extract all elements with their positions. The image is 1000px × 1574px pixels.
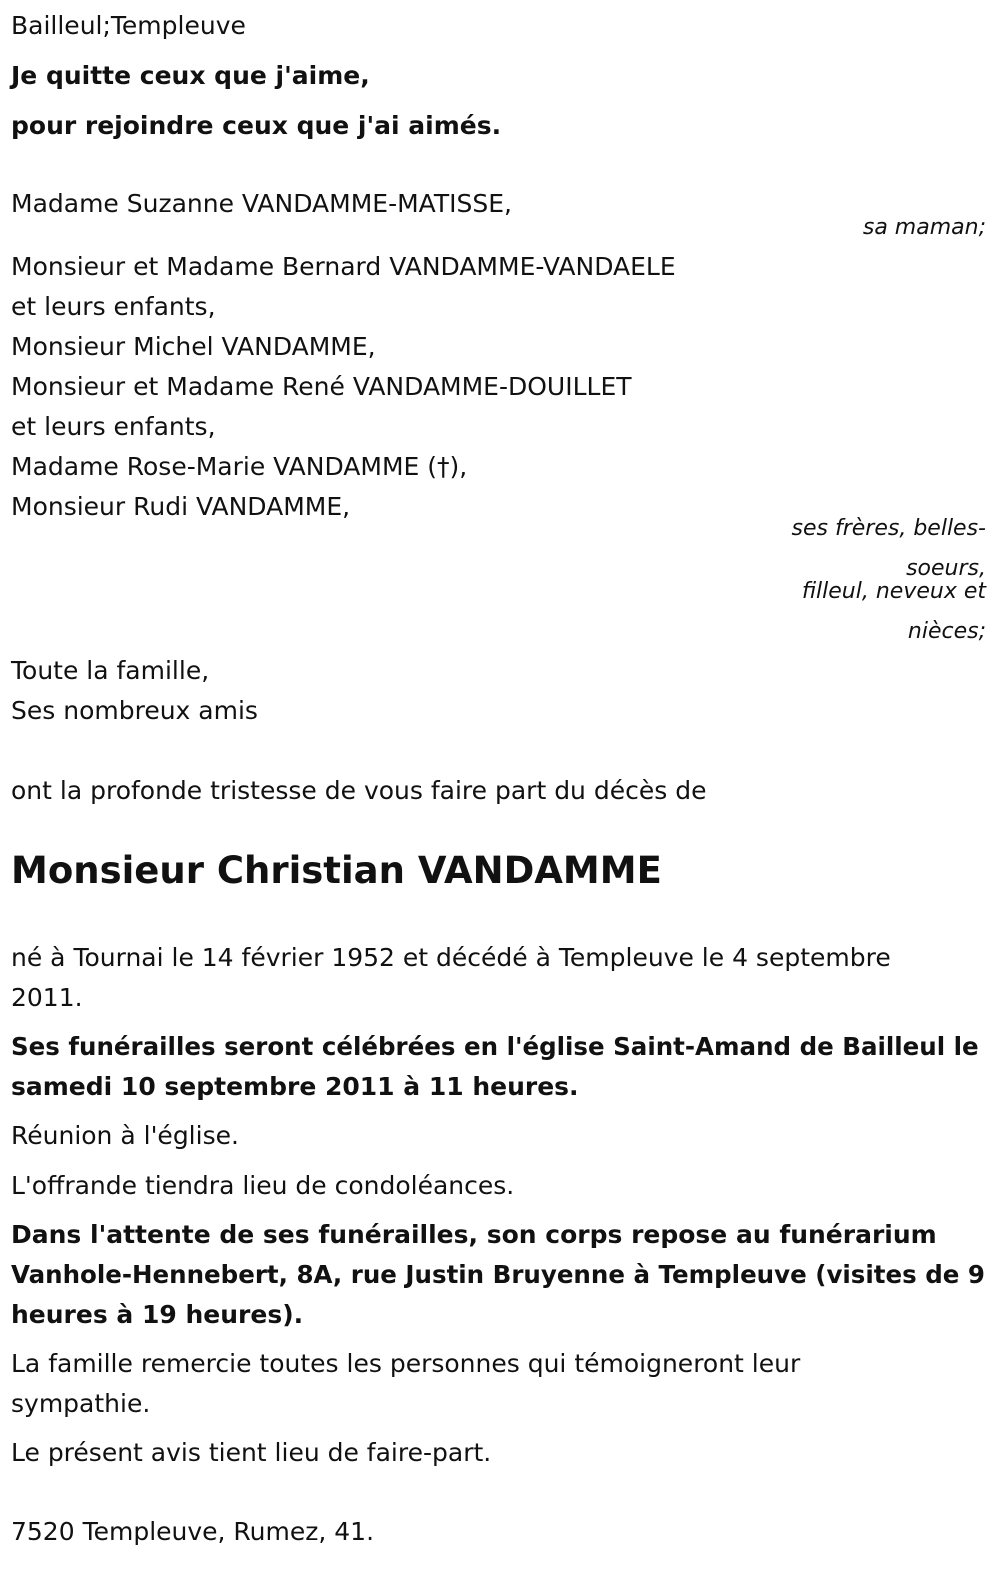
address-line: 7520 Templeuve, Rumez, 41. [11,1517,375,1546]
rest-line-3: heures à 19 heures). [11,1300,304,1329]
others-line: Toute la famille, [11,656,210,685]
members-relation-line: ses frères, belles- [791,516,986,541]
notice-line: Le présent avis tient lieu de faire-part. [11,1438,492,1467]
members-relation-line: filleul, neveux et [801,579,986,604]
deceased-name: Monsieur Christian VANDAMME [11,849,662,892]
birth-death-line-2: 2011. [11,983,83,1012]
ceremony-line-2: samedi 10 septembre 2011 à 11 heures. [11,1072,579,1101]
rest-line-1: Dans l'attente de ses funérailles, son corps repose au funérarium [11,1220,937,1249]
meeting-line: Réunion à l'église. [11,1121,239,1150]
members-relation-line: soeurs, [906,556,986,581]
quote-line-2: pour rejoindre ceux que j'ai aimés. [11,111,502,140]
mother-relation: sa maman; [862,215,986,240]
others-line: Ses nombreux amis [11,696,258,725]
birth-death-line-1: né à Tournai le 14 février 1952 et décédé à Templeuve le 4 septembre [11,943,891,972]
offering-line: L'offrande tiendra lieu de condoléances. [11,1171,515,1200]
rest-line-2: Vanhole-Hennebert, 8A, rue Justin Bruyenne à Templeuve (visites de 9 [11,1260,985,1289]
quote-line-1: Je quitte ceux que j'aime, [11,61,370,90]
family-member: Monsieur et Madame Bernard VANDAMME-VANDAELE [11,252,676,281]
family-member: Monsieur et Madame René VANDAMME-DOUILLET [11,372,632,401]
thanks-line-1: La famille remercie toutes les personnes qui témoigneront leur [11,1349,801,1378]
family-member: Monsieur Rudi VANDAMME, [11,492,351,521]
location-line: Bailleul;Templeuve [11,11,246,40]
announcement-intro: ont la profonde tristesse de vous faire part du décès de [11,776,707,805]
family-member: Monsieur Michel VANDAMME, [11,332,376,361]
family-member: Madame Rose-Marie VANDAMME (†), [11,452,468,481]
family-mother: Madame Suzanne VANDAMME-MATISSE, [11,189,512,218]
thanks-line-2: sympathie. [11,1389,151,1418]
family-member: et leurs enfants, [11,292,216,321]
family-member: et leurs enfants, [11,412,216,441]
ceremony-line-1: Ses funérailles seront célébrées en l'église Saint-Amand de Bailleul le [11,1032,979,1061]
members-relation-line: nièces; [907,619,986,644]
